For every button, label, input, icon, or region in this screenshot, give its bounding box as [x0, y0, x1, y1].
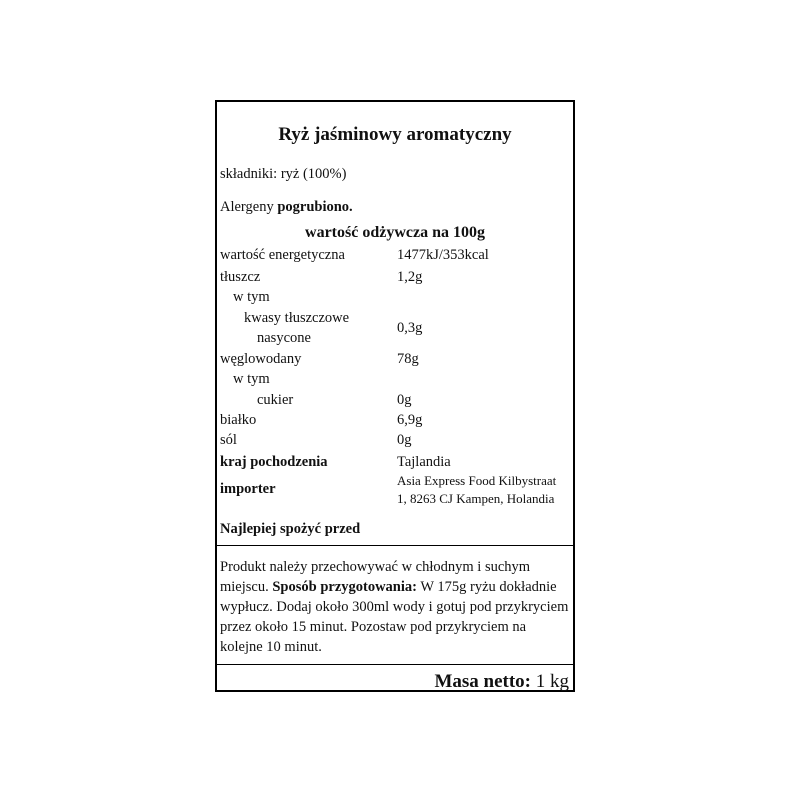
divider	[217, 545, 573, 546]
sat-fat-label-line2: nasycone	[257, 330, 311, 346]
sugar-value: 0g	[397, 392, 412, 408]
net-weight	[434, 672, 569, 691]
divider	[217, 664, 573, 665]
salt-label: sól	[220, 432, 237, 448]
fat-label: tłuszcz	[220, 269, 261, 285]
protein-value: 6,9g	[397, 412, 423, 428]
allergens-text	[220, 200, 353, 215]
protein-label: białko	[220, 412, 257, 428]
importer-line2: 1, 8263 CJ Kampen, Holandia	[397, 491, 555, 506]
preparation-text: W 175g ryżu dokładnie wypłucz. Dodaj około 300ml wody i gotuj pod przykryciem przez około 15 minut. Pozostaw pod przykryciem na kolejne 10 minut.	[220, 579, 569, 655]
preparation-label: Sposób przygotowania:	[272, 579, 417, 595]
product-label	[215, 100, 575, 692]
importer-line1: Asia Express Food Kilbystraat	[397, 473, 557, 488]
origin-value: Tajlandia	[397, 454, 451, 470]
energy-value: 1477kJ/353kcal	[397, 247, 489, 263]
carbs-label: węglowodany	[220, 351, 302, 367]
storage-text: Produkt należy przechowywać w chłodnym i suchym miejscu.	[220, 559, 531, 595]
energy-label: wartość energetyczna	[220, 247, 345, 263]
importer-label: importer	[220, 481, 276, 497]
allergens-bold: pogrubiono.	[277, 199, 353, 215]
net-weight-label: Masa netto:	[434, 671, 531, 692]
net-weight-value: 1 kg	[531, 671, 569, 692]
sugar-label: cukier	[257, 392, 294, 408]
sat-fat-label-line1: kwasy tłuszczowe	[244, 310, 350, 326]
salt-value: 0g	[397, 432, 412, 448]
origin-label: kraj pochodzenia	[220, 454, 328, 470]
best-before-label: Najlepiej spożyć przed	[220, 521, 361, 537]
storage-instructions	[220, 557, 570, 657]
fat-value: 1,2g	[397, 269, 423, 285]
sat-fat-value: 0,3g	[397, 320, 423, 336]
carbs-value: 78g	[397, 351, 419, 367]
nutrition-header: wartość odżywcza na 100g	[305, 224, 485, 241]
allergens-prefix: Alergeny	[220, 199, 278, 215]
fat-including: w tym	[233, 289, 270, 305]
product-title: Ryż jaśminowy aromatyczny	[278, 124, 512, 145]
ingredients-text: składniki: ryż (100%)	[220, 166, 347, 182]
carbs-including: w tym	[233, 371, 270, 387]
